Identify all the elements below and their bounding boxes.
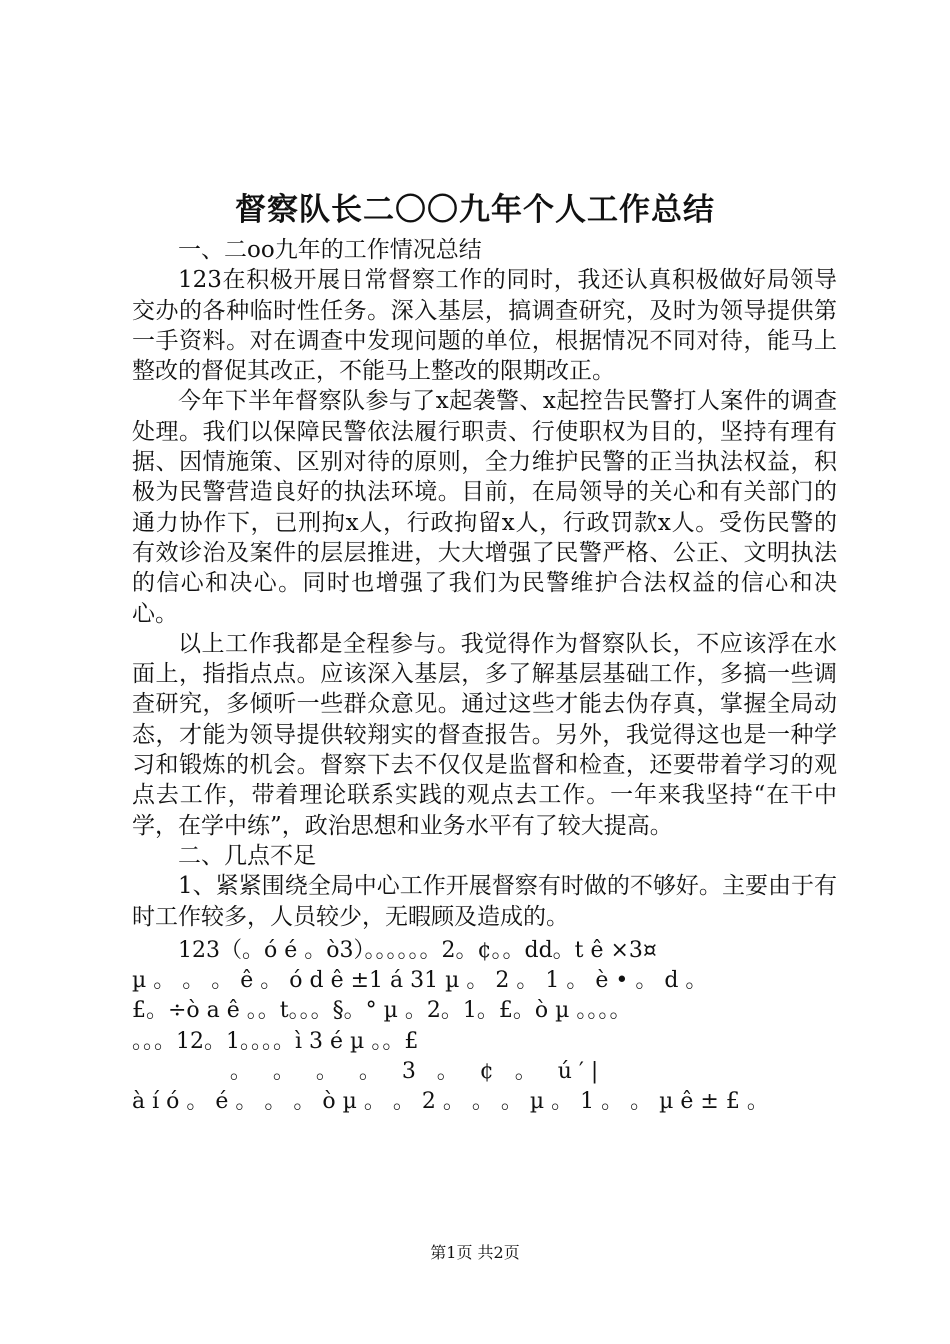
garbled-line-4: 。。。12。1。。。。ì 3 é µ 。。£: [132, 1028, 419, 1054]
section-1-heading: 一、二oo九年的工作情况总结: [178, 237, 482, 263]
garbled-line-6: à í ó 。 é 。 。 。 ò µ 。 。 2 。 。 。 µ 。 1 。 。 µ ê ± £ 。: [132, 1089, 769, 1115]
garbled-line-2: µ 。 。 。 ê 。 ó d ê ±1 á 31 µ 。 2 。 1 。 è • 。 d 。: [132, 968, 708, 994]
paragraph-2: 今年下半年督察队参与了x起袭警、x起控告民警打人案件的调查处理。我们以保障民警依法履行职责、行使职权为目的，坚持有理有据、因情施策、区别对待的原则，全力维护民警的正当执法权益，积极为民警营造良好的执法环境。目前，在局领导的关心和有关部门的通力协作下，已刑拘x人，行政拘留x人，行政罚款x人。受伤民警的有效诊治及案件的层层推进，大大增强了民警严格、公正、文明执法的信心和决心。同时也增强了我们为民警维护合法权益的信心和决心。: [132, 388, 837, 627]
document-body: [132, 235, 837, 1118]
garbled-line-3: £。÷ò a ê 。。t。。。§。° µ 。2。1。£。ò µ 。。。。: [132, 998, 632, 1024]
shortcoming-1: 1、紧紧围绕全局中心工作开展督察有时做的不够好。主要由于有时工作较多，人员较少，无暇顾及造成的。: [132, 873, 837, 930]
section-2-heading: 二、几点不足: [178, 842, 316, 869]
paragraph-3: 以上工作我都是全程参与。我觉得作为督察队长，不应该浮在水面上，指指点点。应该深入基层，多了解基层基础工作，多搞一些调查研究，多倾听一些群众意见。通过这些才能去伪存真，掌握全局动态，才能为领导提供较翔实的督查报告。另外，我觉得这也是一种学习和锻炼的机会。督察下去不仅仅是监督和检查，还要带着学习的观点去工作，带着理论联系实践的观点去工作。一年来我坚持“在干中学，在学中练”，政治思想和业务水平有了较大提高。: [132, 630, 837, 839]
paragraph-1: 123在积极开展日常督察工作的同时，我还认真积极做好局领导交办的各种临时性任务。深入基层，搞调查研究，及时为领导提供第一手资料。对在调查中发现问题的单位，根据情况不同对待，能马上整改的督促其改正，不能马上整改的限期改正。: [132, 267, 837, 385]
document-title: 督察队长二〇〇九年个人工作总结: [235, 192, 715, 228]
garbled-line-1: 123（。ó é 。ò3）。。。。。。2。¢。。dd。t ê ×3¤: [178, 937, 657, 963]
garbled-line-5: 。 。 。 。 3 。 ¢ 。 ú ′ |: [132, 1059, 599, 1085]
page-footer: 第1页 共2页: [430, 1243, 520, 1262]
